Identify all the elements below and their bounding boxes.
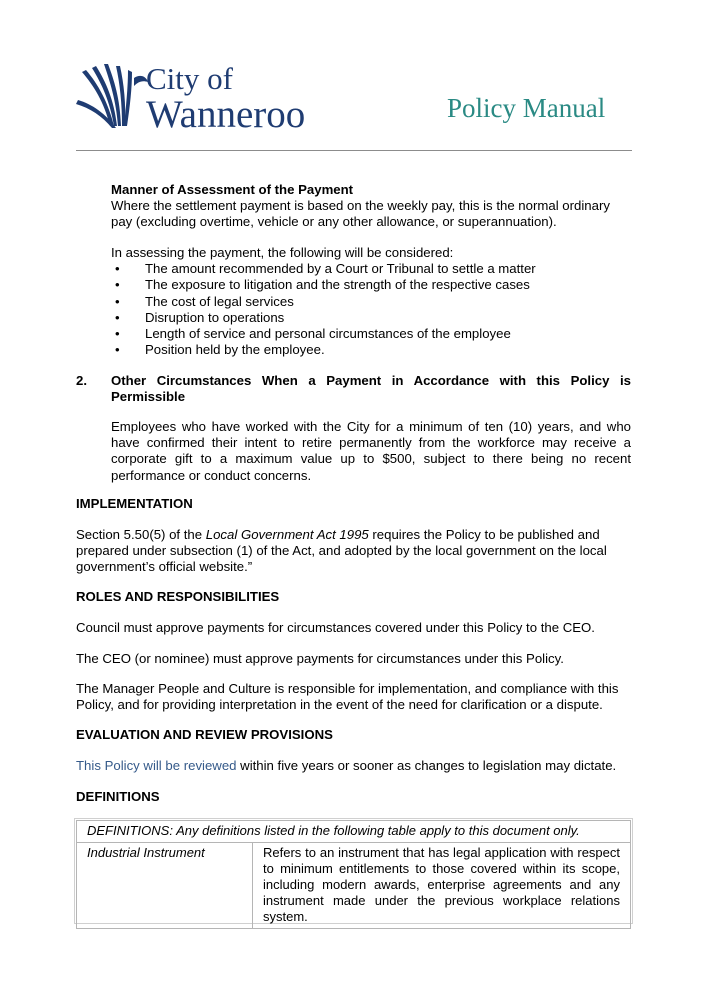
definitions-table <box>76 820 631 929</box>
bullet-icon: • <box>115 326 120 342</box>
roles-heading: ROLES AND RESPONSIBILITIES <box>76 589 280 604</box>
logo-text-wanneroo: Wanneroo <box>146 93 306 136</box>
list-item: • Length of service and personal circumstances of the employee <box>111 326 631 342</box>
bullet-icon: • <box>115 342 120 358</box>
implementation-heading: IMPLEMENTATION <box>76 496 193 511</box>
definition-term: Industrial Instrument <box>77 843 253 929</box>
list-item: • The cost of legal services <box>111 294 631 310</box>
list-item: • The amount recommended by a Court or Tribunal to settle a matter <box>111 261 631 277</box>
header-divider <box>76 150 632 151</box>
logo-text-city-of: City of <box>146 61 233 96</box>
bullet-icon: • <box>115 277 120 293</box>
bullet-icon: • <box>115 309 120 325</box>
section-body: Employees who have worked with the City for a minimum of ten (10) years, and who have confirmed their intent to retire permanently from the workforce may receive a corporate gift to a maximum value up to $500, subject to there being no recent performance or conduct concerns. <box>111 419 631 483</box>
table-header-row <box>77 821 631 843</box>
list-item: • Position held by the employee. <box>111 342 631 358</box>
assessment-paragraph: Where the settlement payment is based on the weekly pay, this is the normal ordinary pay (excluding overtime, vehicle or any other allowance, or superannuation). <box>111 198 610 230</box>
implementation-paragraph: Section 5.50(5) of the Local Government Act 1995 requires the Policy to be published and prepared under subsection (1) of the Act, and adopted by the local government on the local government’s official website.” <box>76 527 607 575</box>
roles-paragraph-1: Council must approve payments for circumstances covered under this Policy to the CEO. <box>76 620 595 635</box>
page-title: Policy Manual <box>447 93 606 123</box>
section-heading: Other Circumstances When a Payment in Accordance with this Policy is Permissible <box>111 373 631 405</box>
bullet-icon: • <box>115 293 120 309</box>
assessment-heading: Manner of Assessment of the Payment <box>111 182 354 197</box>
definition-text: Refers to an instrument that has legal application with respect to minimum entitlements to those covered within its scope, including modern awards, enterprise agreements and any instrument made under the previous workplace relations system. <box>253 843 631 929</box>
list-item: • Disruption to operations <box>111 310 631 326</box>
assessment-bullet-list <box>111 261 631 359</box>
assessment-intro: In assessing the payment, the following will be considered: <box>111 245 454 260</box>
table-header-cell: DEFINITIONS: Any definitions listed in the following table apply to this document only. <box>77 821 631 843</box>
list-item: • The exposure to litigation and the strength of the respective cases <box>111 277 631 293</box>
table-row <box>77 843 631 929</box>
policy-review-link[interactable]: This Policy will be reviewed <box>76 758 237 773</box>
evaluation-heading: EVALUATION AND REVIEW PROVISIONS <box>76 727 333 742</box>
evaluation-paragraph: This Policy will be reviewed within five years or sooner as changes to legislation may dictate. <box>76 758 617 773</box>
bullet-icon: • <box>115 261 120 276</box>
roles-paragraph-2: The CEO (or nominee) must approve payments for circumstances under this Policy. <box>76 651 564 666</box>
roles-paragraph-3: The Manager People and Culture is responsible for implementation, and compliance with this Policy, and for providing interpretation in the event of the need for clarification or a dispute. <box>76 681 619 713</box>
definitions-heading: DEFINITIONS <box>76 789 160 804</box>
section-number: 2. <box>76 373 87 388</box>
